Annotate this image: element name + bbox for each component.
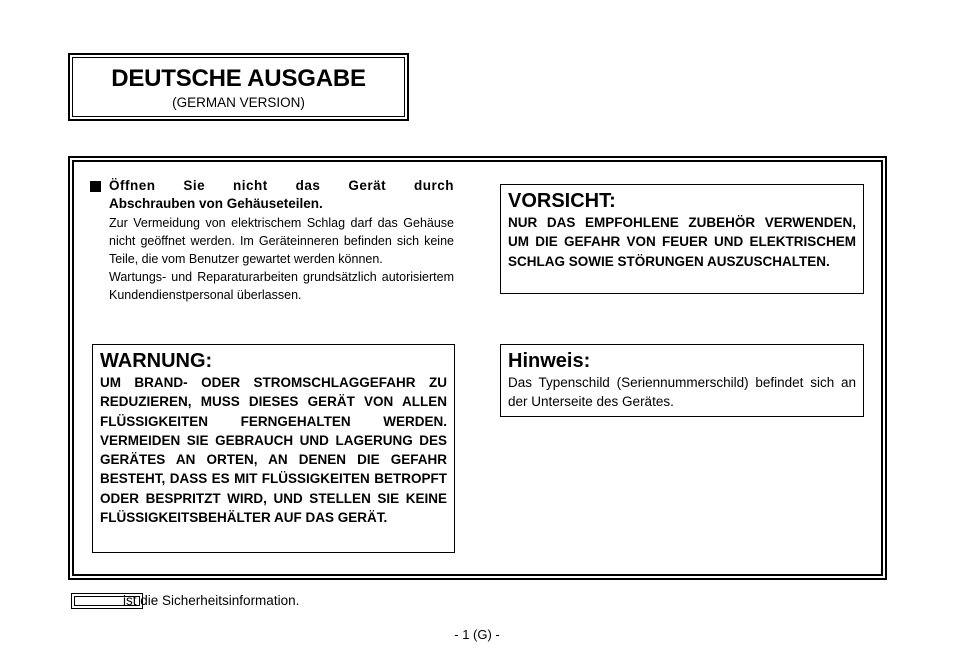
warnung-title: WARNUNG: xyxy=(100,350,213,372)
legend-text: ist die Sicherheitsinformation. xyxy=(123,593,300,608)
caution-heading-line2: Abschrauben von Gehäuseteilen. xyxy=(109,196,323,211)
title-box xyxy=(68,53,409,121)
caution-paragraph-1: Zur Vermeidung von elektrischem Schlag darf das Gehäuse nicht geöffnet werden. Im Geräteinneren befinden sich keine Teile, die vom Benutzer gewartet werden können. xyxy=(109,216,454,266)
page-subtitle: (GERMAN VERSION) xyxy=(172,95,305,110)
page-title: DEUTSCHE AUSGABE xyxy=(111,65,366,92)
title-box-inner xyxy=(72,57,405,117)
warnung-box xyxy=(92,344,455,553)
warnung-text: UM BRAND- ODER STROMSCHLAGGEFAHR ZU REDUZIEREN, MUSS DIESES GERÄT VON ALLEN FLÜSSIGKEITEN FERNGEHALTEN WERDEN. VERMEIDEN SIE GEBRAUCH UND LAGERUNG DES GERÄTES AN ORTEN, AN DENEN DIE GEFAHR BESTEHT, DASS ES MIT FLÜSSIGKEITEN BETROPFT ODER BESPRITZT WIRD, UND STELLEN SIE KEINE FLÜSSIGKEITSBEHÄLTER AUF DAS GERÄT. xyxy=(100,375,447,526)
vorsicht-title: VORSICHT: xyxy=(508,190,616,212)
vorsicht-box xyxy=(500,184,864,294)
page-number: - 1 (G) - xyxy=(454,627,500,642)
hinweis-title: Hinweis: xyxy=(508,350,591,372)
hinweis-box xyxy=(500,344,864,417)
caution-heading-line1: Öffnen Sie nicht das Gerät durch xyxy=(109,178,454,193)
hinweis-text: Das Typenschild (Seriennummerschild) befindet sich an der Unterseite des Gerätes. xyxy=(508,375,856,409)
caution-section xyxy=(90,177,454,304)
caution-paragraph-2: Wartungs- und Reparaturarbeiten grundsätzlich autorisiertem Kundendienstpersonal überlassen. xyxy=(109,270,454,302)
square-bullet-icon xyxy=(90,181,101,192)
vorsicht-text: NUR DAS EMPFOHLENE ZUBEHÖR VERWENDEN, UM DIE GEFAHR VON FEUER UND ELEKTRISCHEM SCHLAG SOWIE STÖRUNGEN AUSZUSCHALTEN. xyxy=(508,215,856,269)
caution-heading xyxy=(90,177,454,213)
caution-body xyxy=(90,214,454,304)
